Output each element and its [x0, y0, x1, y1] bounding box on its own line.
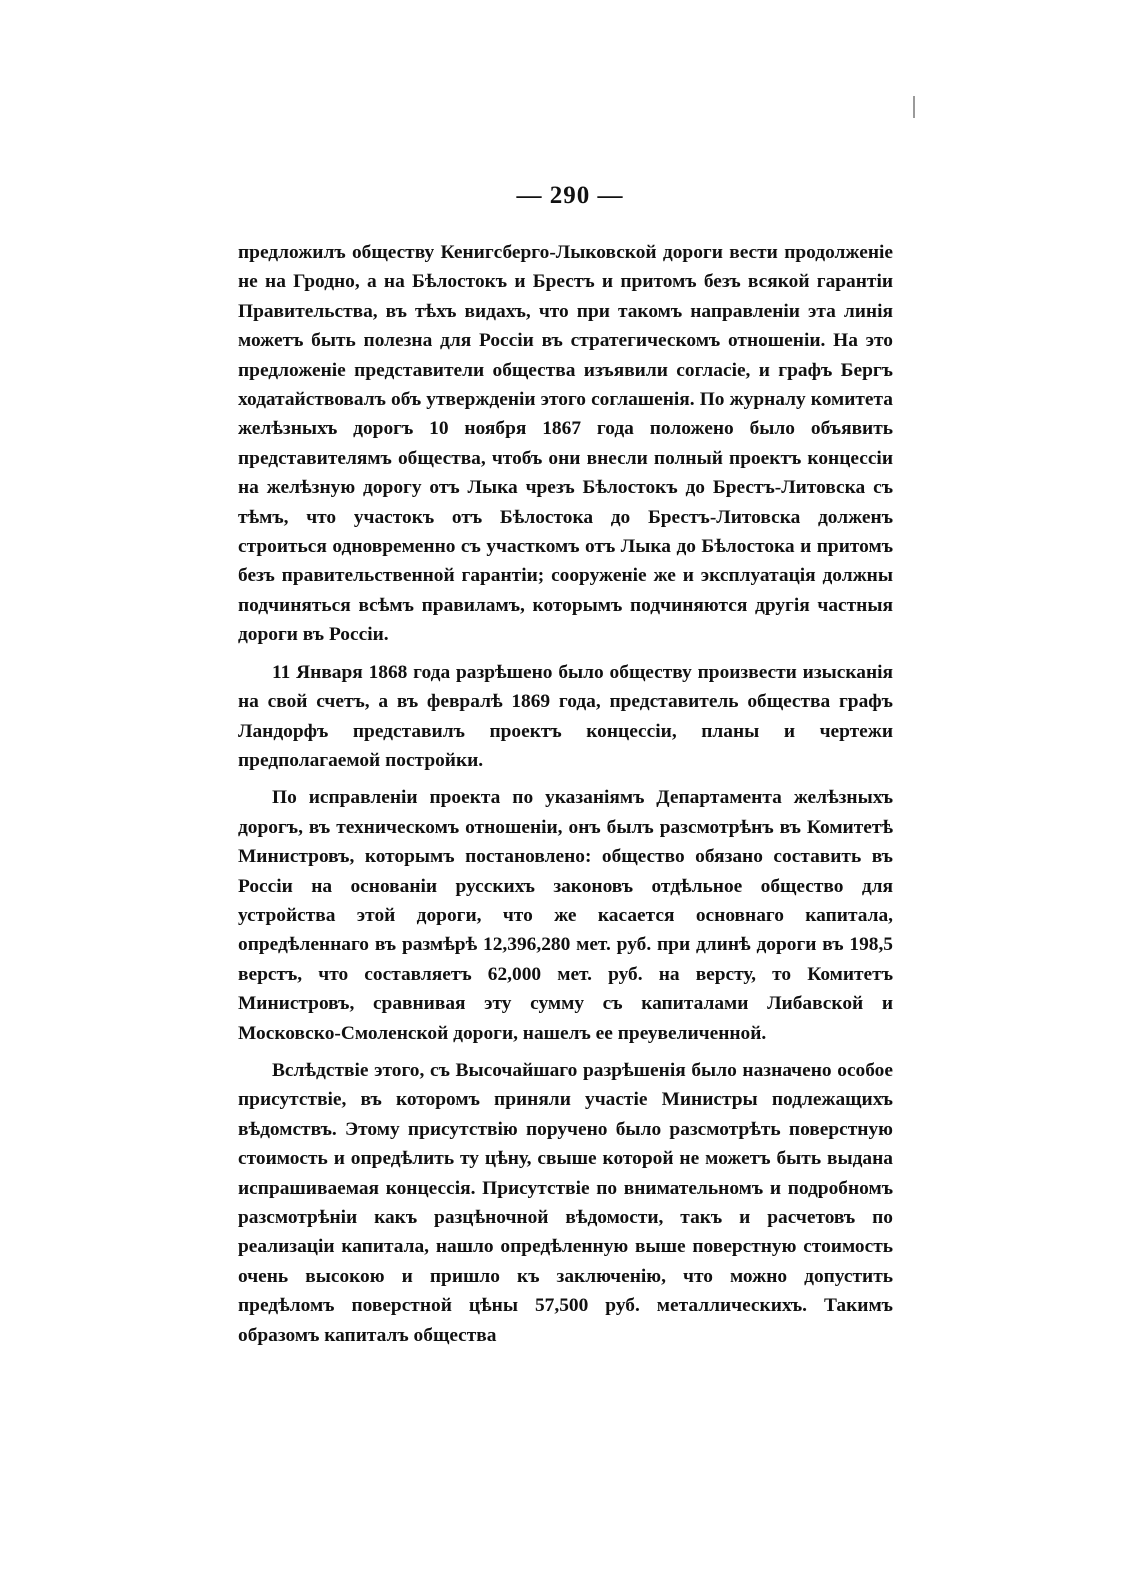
page-number: — 290 —	[516, 182, 624, 209]
paragraph-3: По исправленіи проекта по указаніямъ Департамента желѣзныхъ дорогъ, въ техническомъ отношеніи, онъ былъ разсмотрѣнъ въ Комитетѣ Министровъ, которымъ постановлено: общество обязано составить въ Россіи на основаніи русскихъ законовъ отдѣльное общество для устройства этой дороги, что же касается основнаго капитала, опредѣленнаго въ размѣрѣ 12,396,280 мет. руб. при длинѣ дороги въ 198,5 верстъ, что составляетъ 62,000 мет. руб. на версту, то Комитетъ Министровъ, сравнивая эту сумму съ капиталами Либавской и Московско-Смоленской дороги, нашелъ ее преувеличенной.	[238, 787, 893, 1044]
paragraph-2: 11 Января 1868 года разрѣшено было обществу произвести изысканія на свой счетъ, а въ февралѣ 1869 года, представитель общества графъ Ландорфъ представилъ проектъ концессіи, планы и чертежи предполагаемой постройки.	[238, 661, 893, 771]
body-text	[238, 238, 893, 1350]
scan-edge-mark	[913, 96, 915, 118]
paragraph-4: Вслѣдствіе этого, съ Высочайшаго разрѣшенія было назначено особое присутствіе, въ которомъ приняли участіе Министры подлежащихъ вѣдомствъ. Этому присутствію поручено было разсмотрѣть поверстную стоимость и опредѣлить ту цѣну, свыше которой не можетъ быть выдана испрашиваемая концессія. Присутствіе по внимательномъ и подробномъ разсмотрѣніи какъ разцѣночной вѣдомости, такъ и расчетовъ по реализаціи капитала, нашло опредѣленную выше поверстную стоимость очень высокою и пришло къ заключенію, что можно допустить предѣломъ поверстной цѣны 57,500 руб. металлическихъ. Такимъ образомъ капиталъ общества	[238, 1059, 893, 1346]
paragraph-1: предложилъ обществу Кенигсберго-Лыковской дороги вести продолженіе не на Гродно, а на Бѣлостокъ и Брестъ и притомъ безъ всякой гарантіи Правительства, въ тѣхъ видахъ, что при такомъ направленіи эта линія можетъ быть полезна для Россіи въ стратегическомъ отношеніи. На это предложеніе представители общества изъявили согласіе, и графъ Бергъ ходатайствовалъ объ утвержденіи этого соглашенія. По журналу комитета желѣзныхъ дорогъ 10 ноября 1867 года положено было объявить представителямъ общества, чтобъ они внесли полный проектъ концессіи на желѣзную дорогу отъ Лыка чрезъ Бѣлостокъ до Брестъ-Литовска съ тѣмъ, что участокъ отъ Бѣлостока до Брестъ-Литовска долженъ строиться одновременно съ участкомъ отъ Лыка до Бѣлостока и притомъ безъ правительственной гарантіи; сооруженіе же и эксплуатація должны подчиняться всѣмъ правиламъ, которымъ подчиняются другія частныя дороги въ Россіи.	[238, 242, 893, 646]
